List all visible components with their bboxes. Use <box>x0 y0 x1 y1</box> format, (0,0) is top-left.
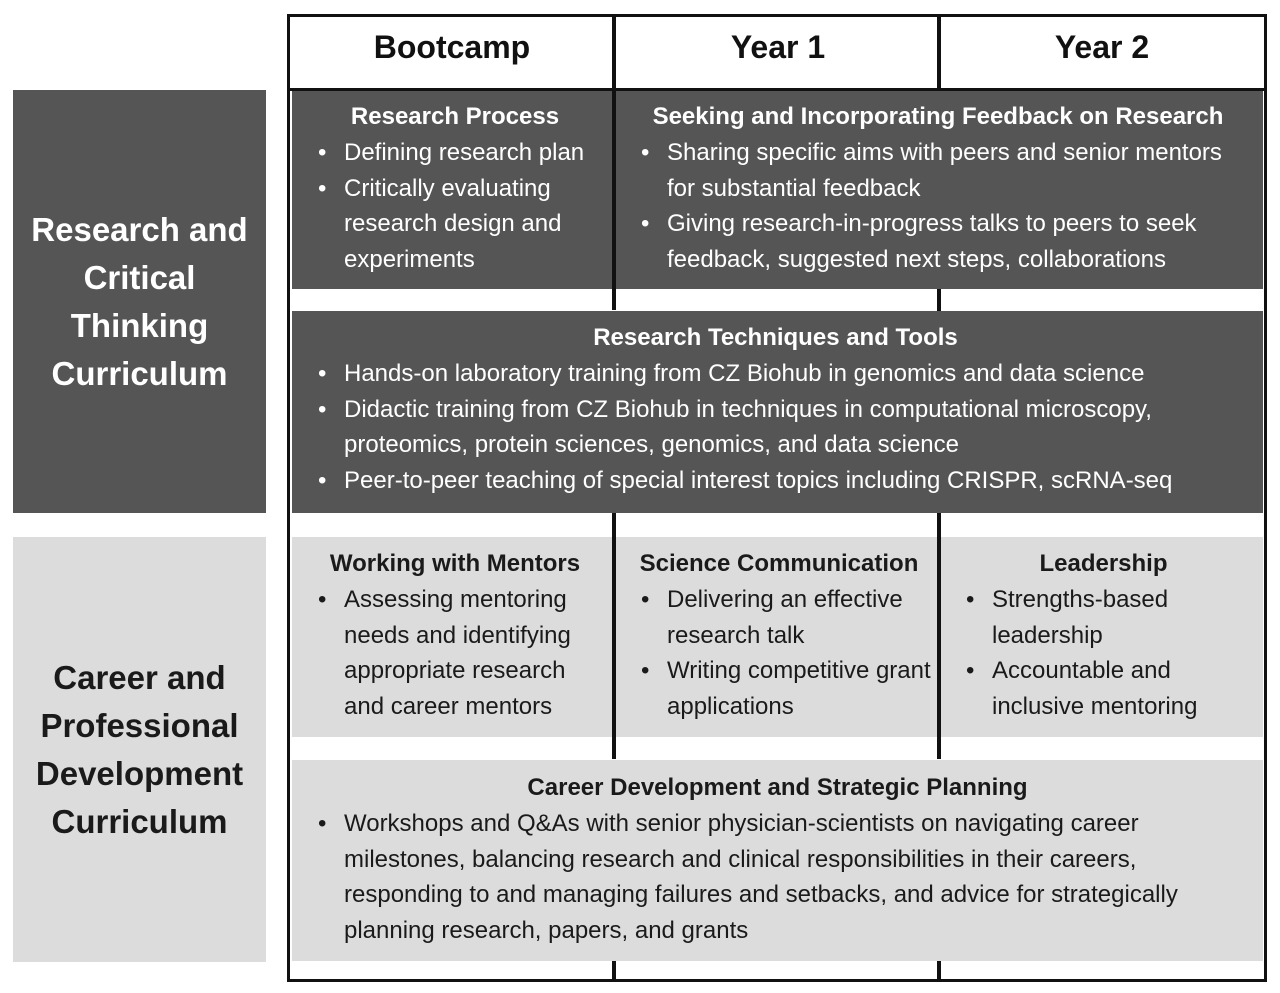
column-header-year1 <box>616 17 940 77</box>
cell-leadership <box>940 538 1263 724</box>
bullet-list-scicomm <box>625 582 933 724</box>
bullet-item: • Giving research-in-progress talks to peers to seek feedback, suggested next steps, collaborations <box>641 210 1197 273</box>
bullet-item: • Critically evaluating research design and experiments <box>318 174 562 273</box>
bullet-item: • Delivering an effective research talk <box>641 586 903 649</box>
bullet-item: • Hands-on laboratory training from CZ Biohub in genomics and data science <box>318 360 1145 387</box>
column-divider-1-bottom <box>612 961 616 980</box>
bullet-list-leadership <box>950 582 1257 724</box>
bullet-item: • Assessing mentoring needs and identifying appropriate research and career mentors <box>318 586 571 720</box>
cell-title-leadership: Leadership <box>1039 550 1168 577</box>
bullet-list-career-development <box>302 806 1253 948</box>
cell-techniques <box>292 312 1263 498</box>
bullet-item: • Sharing specific aims with peers and senior mentors for substantial feedback <box>641 139 1222 202</box>
bullet-list-research-process <box>302 135 608 277</box>
cell-title-feedback: Seeking and Incorporating Feedback on Research <box>652 103 1224 130</box>
cell-research-process <box>292 91 614 277</box>
bullet-item: • Didactic training from CZ Biohub in techniques in computational microscopy, proteomics, protein sciences, genomics, and data science <box>318 395 1152 458</box>
column-divider-2-bottom <box>937 961 941 980</box>
bullet-item: • Peer-to-peer teaching of special interest topics including CRISPR, scRNA-seq <box>318 466 1173 494</box>
column-divider-2-gap1 <box>937 289 941 311</box>
bullet-list-feedback <box>625 135 1251 277</box>
cell-mentors <box>292 538 614 724</box>
cell-scicomm <box>615 538 939 724</box>
cell-title-scicomm: Science Communication <box>639 550 919 577</box>
bullet-list-techniques <box>302 356 1249 498</box>
cell-feedback <box>615 91 1263 277</box>
bullet-item: • Accountable and inclusive mentoring <box>966 657 1198 720</box>
cell-title-mentors: Working with Mentors <box>329 550 581 577</box>
column-header-year1-text: Year 1 <box>730 28 826 65</box>
cell-title-career-development: Career Development and Strategic Planning <box>527 774 1028 801</box>
row-label-career <box>13 537 266 962</box>
cell-title-techniques: Research Techniques and Tools <box>593 324 958 351</box>
bullet-item: • Strengths-based leadership <box>966 586 1169 649</box>
bullet-item: • Workshops and Q&As with senior physician-scientists on navigating career milestones, balancing research and clinical responsibilities in their careers, responding to and managing failures and setbacks, and advice for strategically planning research, papers, and grants <box>318 810 1178 944</box>
row-label-career-text: Career and Professional Development Curriculum <box>35 658 244 840</box>
cell-career-development <box>292 762 1263 948</box>
column-divider-2-top <box>937 17 941 89</box>
row-label-research <box>13 90 266 513</box>
column-header-bootcamp <box>290 17 614 77</box>
column-header-year2-text: Year 2 <box>1054 28 1150 65</box>
column-header-bootcamp-text: Bootcamp <box>373 28 531 65</box>
bullet-list-mentors <box>302 582 608 724</box>
cell-title-research-process: Research Process <box>350 103 560 130</box>
row-label-research-text: Research and Critical Thinking Curriculum <box>31 210 248 392</box>
bullet-item: • Defining research plan <box>318 139 585 166</box>
bullet-item: • Writing competitive grant applications <box>641 657 931 720</box>
column-header-year2 <box>940 17 1264 77</box>
